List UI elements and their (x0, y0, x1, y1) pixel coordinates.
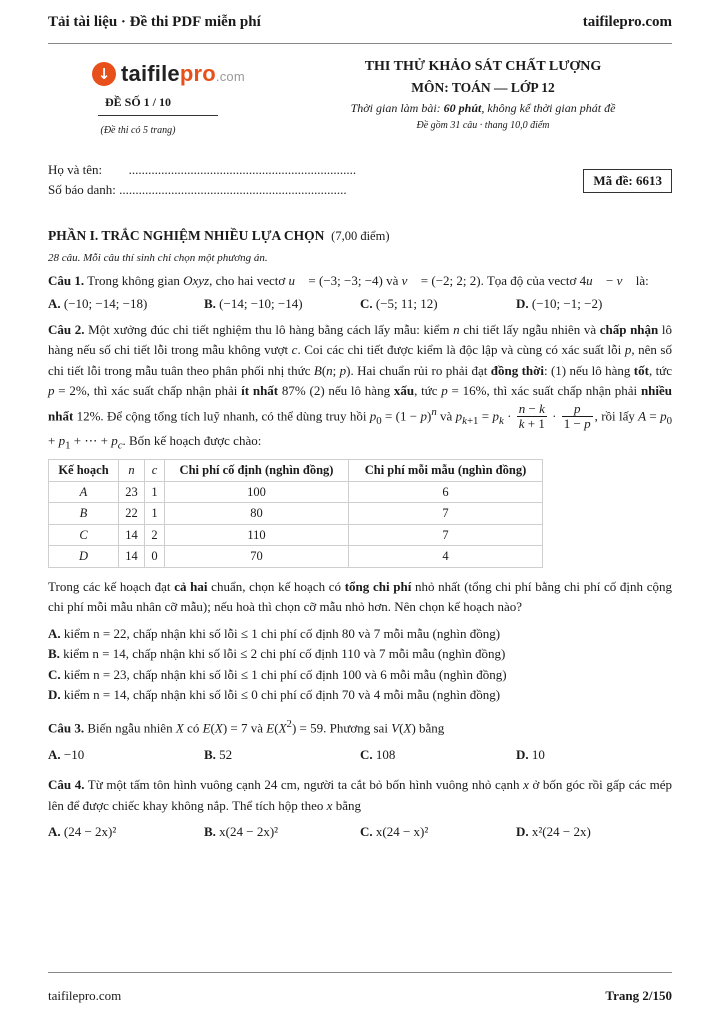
exam-content (48, 226, 672, 843)
page-header (48, 14, 672, 32)
student-id-field[interactable]: ...................................................................... (119, 182, 347, 197)
section-points: (7,00 điểm) (331, 229, 390, 243)
student-name-line: Họ và tên: ...................................................................... (48, 162, 357, 177)
page-count-note: (Đề thi có 5 trang) (100, 125, 176, 136)
header-left-text: Tải tài liệu · Đề thi PDF miễn phí (48, 14, 261, 30)
col-header-fixed-cost: Chi phí cố định (nghìn đồng) (165, 460, 349, 482)
q4-option-c[interactable]: C. x(24 − x)² (360, 824, 429, 840)
question-2: Câu 2. Một xưởng đúc chi tiết nghiệm thu lô hàng bằng cách lấy mẫu: kiểm n chi tiết lấy ngẫu nhiên và chấp nhận lô hàng nếu số chi tiết lỗi trong mẫu không vượt c. Coi các chi tiết được kiểm là độc lập và cùng có xác suất lỗi p, nên số chi tiết lỗi trong mẫu tuân theo phân phối nhị thức B(n; p). Hai chuẩn rủi ro phải đạt đồng thời: (1) nếu lô hàng tốt, tức p = 2%, thì xác suất chấp nhận phải ít nhất 87% (2) nếu lô hàng xấu, tức p = 16%, thì xác suất chấp nhận phải nhiều nhất 12%. Để cộng tổng tích luỹ nhanh, có thể dùng truy hồi $p_0 = (1 - p)^n$ và $p_{k+1} = p_k$ · $\frac{n - k}{k + 1}$ · $\frac{p}{1 - p}$ , rồi lấy $A = p_0 + p_1$ + ⋯ + $p_c$. Bốn kế hoạch được chào: (48, 321, 673, 452)
q3-option-c[interactable]: C. 108 (360, 746, 396, 762)
col-header-plan: Kế hoạch (49, 460, 119, 482)
question-1-options (48, 294, 672, 315)
table-row: D 14 0 70 4 (49, 546, 543, 568)
page-number: Trang 2/150 (605, 988, 672, 1003)
q3-option-d[interactable]: D. 10 (516, 746, 545, 762)
student-name-field[interactable]: ...................................................................... (128, 162, 357, 177)
student-id-line: Số báo danh: ...................................................................... (48, 182, 347, 197)
logo-wordmark: taifilepro.com (121, 61, 245, 86)
q2-option-a[interactable]: A. kiểm n = 22, chấp nhận khi số lỗi ≤ 1 chi phí cố định 80 và 7 mỗi mẫu (nghìn đồng) (48, 625, 501, 641)
exam-heading (318, 58, 648, 133)
plans-table (48, 459, 543, 568)
exam-subject: MÔN: TOÁN — LỚP 12 (411, 80, 555, 95)
table-row: C 14 2 110 7 (49, 524, 543, 546)
q4-option-d[interactable]: D. x²(24 − 2x) (516, 824, 591, 840)
q1-option-a[interactable]: A. (−10; −14; −18) (48, 296, 148, 311)
exam-time: Thời gian làm bài: 60 phút, không kể thời gian phát đề (350, 101, 616, 115)
q4-option-b[interactable]: B. x(24 − 2x)² (204, 824, 279, 840)
taifilepro-logo (92, 60, 245, 88)
question-2-options (48, 624, 672, 706)
exam-code-box: Mã đề: 6613 (583, 169, 672, 193)
q4-option-a[interactable]: A. (24 − 2x)² (48, 824, 117, 840)
q1-option-c[interactable]: C. (−5; 11; 12) (360, 296, 438, 311)
question-3: Câu 3. Biến ngẫu nhiên X có E(X) = 7 và $E(X^2) = 59$. Phương sai V(X) bằng (48, 717, 445, 736)
section-title: PHẦN I. TRẮC NGHIỆM NHIỀU LỰA CHỌN (7,00 điểm) (48, 228, 390, 243)
q1-option-d[interactable]: D. (−10; −1; −2) (516, 296, 603, 311)
table-header-row (49, 460, 543, 482)
table-row: A 23 1 100 6 (49, 481, 543, 503)
exam-number: ĐỀ SỐ 1 / 10 (104, 95, 171, 109)
col-header-n: n (119, 460, 145, 482)
q1-option-b[interactable]: B. (−14; −10; −14) (204, 296, 303, 311)
question-4-options (48, 822, 672, 843)
section-note: 28 câu. Mỗi câu thí sinh chỉ chọn một phương án. (48, 251, 268, 264)
q2-option-d[interactable]: D. kiểm n = 14, chấp nhận khi số lỗi ≤ 0 chi phí cố định 70 và 4 mỗi mẫu (nghìn đồng) (48, 687, 501, 703)
exam-page (48, 0, 672, 1018)
header-site-link[interactable]: taifilepro.com (582, 14, 672, 30)
question-2-prompt: Trong các kế hoạch đạt cả hai chuẩn, chọn kế hoạch có tổng chi phí nhỏ nhất (tổng chi phí bằng chi phí cố định cộng chi phí mỗi mẫu nhân cỡ mẫu); nếu hoà thì chọn cỡ mẫu nhỏ hơn. Nên chọn kế hoạch nào? (48, 578, 672, 615)
exam-number-underline (98, 115, 218, 116)
q2-option-c[interactable]: C. kiểm n = 23, chấp nhận khi số lỗi ≤ 1 chi phí cố định 100 và 6 mỗi mẫu (nghìn đồng) (48, 666, 507, 682)
header-divider (48, 43, 672, 44)
table-row: B 22 1 80 7 (49, 503, 543, 525)
q3-option-b[interactable]: B. 52 (204, 746, 233, 762)
col-header-unit-cost: Chi phí mỗi mẫu (nghìn đồng) (349, 460, 543, 482)
download-arrow-icon: ↓ (92, 62, 116, 86)
exam-title: THI THỬ KHẢO SÁT CHẤT LƯỢNG (364, 59, 602, 74)
footer-divider (48, 972, 672, 973)
footer-site-link[interactable]: taifilepro.com (48, 988, 122, 1003)
question-4: Câu 4. Từ một tấm tôn hình vuông cạnh 24 cm, người ta cắt bỏ bốn hình vuông nhỏ cạnh x ở bốn góc rồi gấp các mép lên để được chiếc khay không nắp. Thể tích hộp theo x bằng (48, 777, 672, 813)
q3-option-a[interactable]: A. −10 (48, 746, 85, 762)
q2-option-b[interactable]: B. kiểm n = 14, chấp nhận khi số lỗi ≤ 2 chi phí cố định 110 và 7 mỗi mẫu (nghìn đồng) (48, 646, 506, 662)
col-header-c: c (145, 460, 165, 482)
exam-info: Đề gồm 31 câu · thang 10,0 điểm (416, 120, 550, 131)
question-1: Câu 1. Trong không gian Oxyz, cho hai vectơ u⃗ = (−3; −3; −4) và v⃗ = (−2; 2; 2). Tọa độ của vectơ 4u⃗ − v⃗ là: (48, 272, 649, 288)
question-3-options (48, 745, 672, 766)
